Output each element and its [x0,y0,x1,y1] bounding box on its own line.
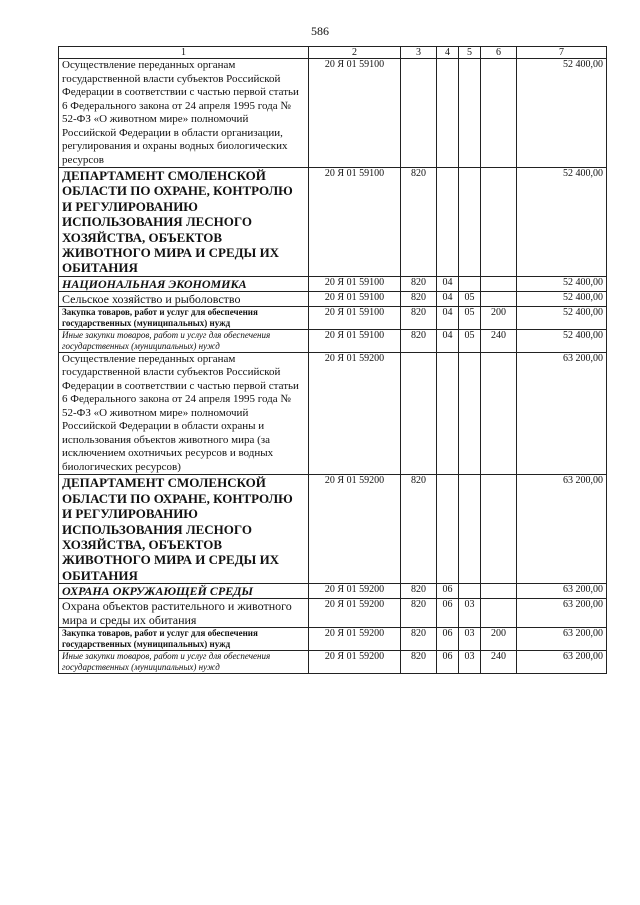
target-article-cell: 20 Я 01 59200 [309,584,401,599]
subsection-code-cell [459,276,481,291]
subsection-code-cell [459,584,481,599]
amount-cell: 52 400,00 [517,329,607,352]
table-row [59,584,607,599]
expense-type-cell: 200 [481,628,517,651]
section-code-cell [437,475,459,584]
amount-cell: 63 200,00 [517,599,607,628]
table-row [59,651,607,674]
header-cell: 2 [309,47,401,59]
row-name-cell: Закупка товаров, работ и услуг для обеспечения государственных (муниципальных) нужд [59,628,309,651]
section-code-cell [437,59,459,168]
department-code-cell: 820 [401,628,437,651]
department-code-cell: 820 [401,168,437,277]
row-name-cell: НАЦИОНАЛЬНАЯ ЭКОНОМИКА [59,276,309,291]
subsection-code-cell: 03 [459,628,481,651]
row-name-cell: Осуществление переданных органам государственной власти субъектов Российской Федерации в соответствии с частью первой статьи 6 Федерального закона от 24 апреля 1995 года № 52-ФЗ «О животном мире» полномочий Российской Федерации в области организации, регулирования и охраны водных биологических ресурсов [59,59,309,168]
target-article-cell: 20 Я 01 59100 [309,306,401,329]
row-name-cell: ДЕПАРТАМЕНТ СМОЛЕНСКОЙ ОБЛАСТИ ПО ОХРАНЕ, КОНТРОЛЮ И РЕГУЛИРОВАНИЮ ИСПОЛЬЗОВАНИЯ ЛЕСНОГО ХОЗЯЙСТВА, ОБЪЕКТОВ ЖИВОТНОГО МИРА И СРЕДЫ ИХ ОБИТАНИЯ [59,475,309,584]
department-code-cell: 820 [401,475,437,584]
budget-table [58,46,607,674]
expense-type-cell [481,59,517,168]
amount-cell: 63 200,00 [517,352,607,475]
row-name-cell: ОХРАНА ОКРУЖАЮЩЕЙ СРЕДЫ [59,584,309,599]
section-code-cell [437,168,459,277]
row-name-cell: Иные закупки товаров, работ и услуг для обеспечения государственных (муниципальных) нужд [59,651,309,674]
section-code-cell: 06 [437,584,459,599]
target-article-cell: 20 Я 01 59200 [309,599,401,628]
page-number: 586 [311,24,329,38]
table-row [59,291,607,306]
table-row [59,475,607,584]
row-name-cell: Охрана объектов растительного и животного мира и среды их обитания [59,599,309,628]
section-code-cell: 04 [437,276,459,291]
header-cell: 4 [437,47,459,59]
section-code-cell: 06 [437,599,459,628]
amount-cell: 52 400,00 [517,168,607,277]
amount-cell: 52 400,00 [517,59,607,168]
amount-cell: 63 200,00 [517,475,607,584]
row-name-cell: Сельское хозяйство и рыболовство [59,291,309,306]
department-code-cell [401,352,437,475]
expense-type-cell [481,168,517,277]
section-code-cell: 06 [437,651,459,674]
expense-type-cell [481,291,517,306]
amount-cell: 63 200,00 [517,584,607,599]
table-row [59,599,607,628]
target-article-cell: 20 Я 01 59200 [309,651,401,674]
expense-type-cell: 240 [481,651,517,674]
header-cell: 1 [59,47,309,59]
subsection-code-cell: 05 [459,329,481,352]
table-row [59,628,607,651]
row-name-cell: Закупка товаров, работ и услуг для обеспечения государственных (муниципальных) нужд [59,306,309,329]
amount-cell: 63 200,00 [517,628,607,651]
target-article-cell: 20 Я 01 59100 [309,276,401,291]
amount-cell: 52 400,00 [517,306,607,329]
table-row [59,329,607,352]
section-code-cell [437,352,459,475]
target-article-cell: 20 Я 01 59100 [309,59,401,168]
expense-type-cell [481,475,517,584]
department-code-cell: 820 [401,276,437,291]
row-name-cell: Осуществление переданных органам государственной власти субъектов Российской Федерации в соответствии с частью первой статьи 6 Федерального закона от 24 апреля 1995 года № 52-ФЗ «О животном мире» полномочий Российской Федерации в области охраны и использования объектов животного мира (за исключением охотничьих ресурсов и водных биологических ресурсов) [59,352,309,475]
subsection-code-cell [459,168,481,277]
department-code-cell: 820 [401,584,437,599]
header-cell: 7 [517,47,607,59]
section-code-cell: 04 [437,329,459,352]
target-article-cell: 20 Я 01 59100 [309,168,401,277]
table-row [59,276,607,291]
department-code-cell: 820 [401,599,437,628]
department-code-cell: 820 [401,291,437,306]
subsection-code-cell: 03 [459,651,481,674]
target-article-cell: 20 Я 01 59100 [309,329,401,352]
expense-type-cell [481,584,517,599]
section-code-cell: 04 [437,291,459,306]
department-code-cell: 820 [401,306,437,329]
subsection-code-cell [459,352,481,475]
header-cell: 3 [401,47,437,59]
amount-cell: 52 400,00 [517,276,607,291]
row-name-cell: Иные закупки товаров, работ и услуг для обеспечения государственных (муниципальных) нужд [59,329,309,352]
amount-cell: 63 200,00 [517,651,607,674]
section-code-cell: 04 [437,306,459,329]
header-cell: 6 [481,47,517,59]
target-article-cell: 20 Я 01 59200 [309,475,401,584]
expense-type-cell [481,352,517,475]
expense-type-cell [481,276,517,291]
section-code-cell: 06 [437,628,459,651]
subsection-code-cell [459,475,481,584]
department-code-cell [401,59,437,168]
target-article-cell: 20 Я 01 59200 [309,628,401,651]
department-code-cell: 820 [401,651,437,674]
expense-type-cell: 240 [481,329,517,352]
table-row [59,352,607,475]
subsection-code-cell: 05 [459,306,481,329]
target-article-cell: 20 Я 01 59200 [309,352,401,475]
amount-cell: 52 400,00 [517,291,607,306]
expense-type-cell: 200 [481,306,517,329]
header-row [59,47,607,59]
expense-type-cell [481,599,517,628]
table-row [59,168,607,277]
department-code-cell: 820 [401,329,437,352]
table-row [59,59,607,168]
header-cell: 5 [459,47,481,59]
subsection-code-cell: 03 [459,599,481,628]
target-article-cell: 20 Я 01 59100 [309,291,401,306]
subsection-code-cell [459,59,481,168]
table-row [59,306,607,329]
subsection-code-cell: 05 [459,291,481,306]
row-name-cell: ДЕПАРТАМЕНТ СМОЛЕНСКОЙ ОБЛАСТИ ПО ОХРАНЕ, КОНТРОЛЮ И РЕГУЛИРОВАНИЮ ИСПОЛЬЗОВАНИЯ ЛЕСНОГО ХОЗЯЙСТВА, ОБЪЕКТОВ ЖИВОТНОГО МИРА И СРЕДЫ ИХ ОБИТАНИЯ [59,168,309,277]
